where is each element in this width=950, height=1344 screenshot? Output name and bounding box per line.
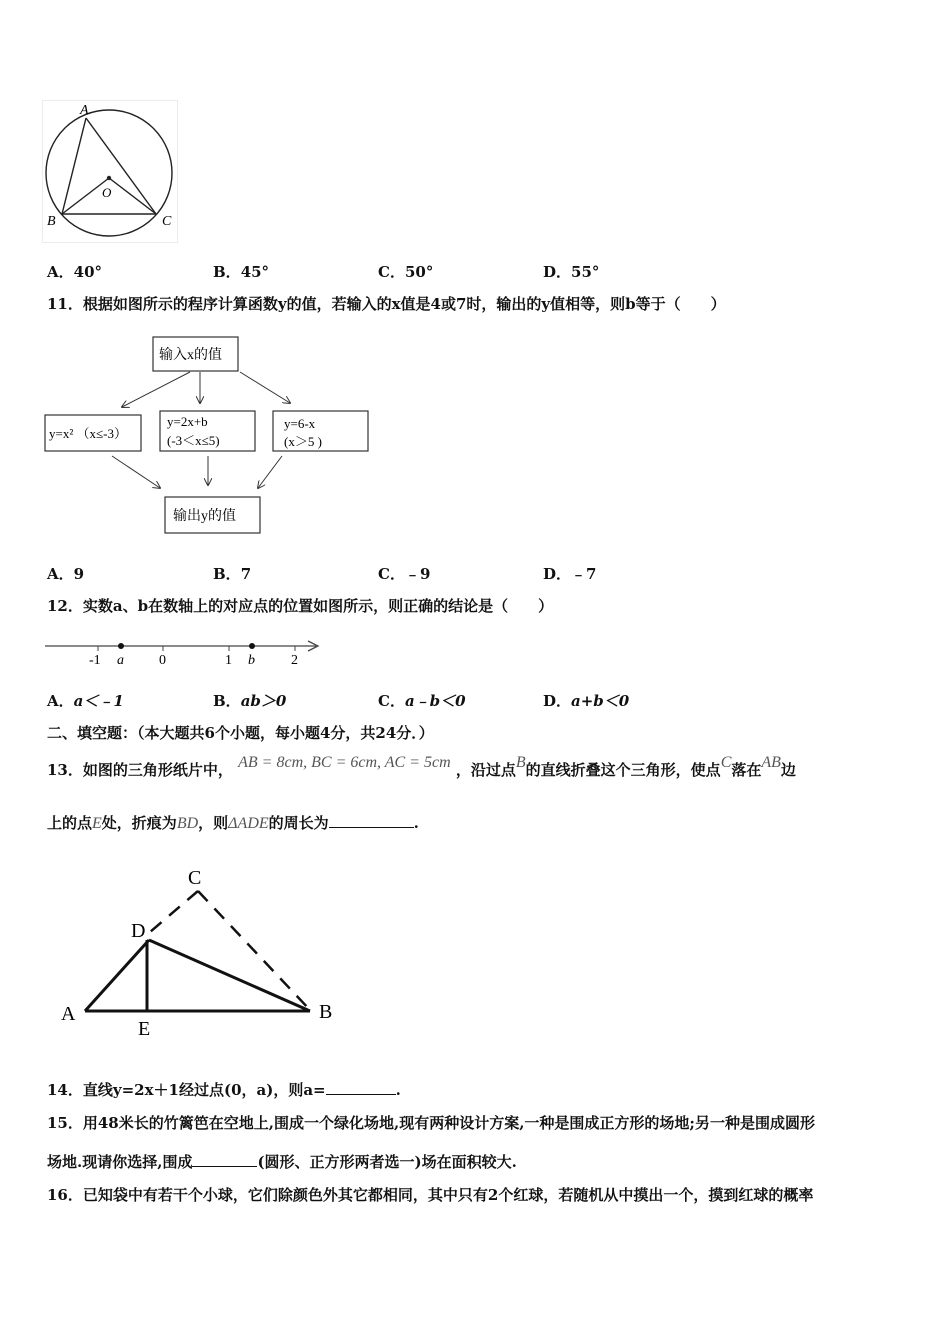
circle-outline xyxy=(46,110,172,236)
q12-number-line xyxy=(42,632,327,670)
q12-stem: 12．实数a、b在数轴上的对应点的位置如图所示，则正确的结论是（ ） xyxy=(47,597,554,615)
label-C: C xyxy=(162,214,172,229)
tri-label-B: B xyxy=(319,1001,333,1023)
flow-middle-line2: (-3＜x≤5) xyxy=(167,433,220,448)
label-B: B xyxy=(47,214,56,229)
tick-neg1: -1 xyxy=(89,653,101,668)
q10-option-b: B．45° xyxy=(213,263,270,281)
q12-option-a: A．a＜﹣1 xyxy=(47,692,124,710)
q10-option-d: D．55° xyxy=(543,263,600,281)
q11-option-c: C．﹣9 xyxy=(378,565,431,583)
label-O: O xyxy=(102,185,112,200)
answer-blank xyxy=(326,1079,396,1095)
flow-right-line2: (x＞5 ) xyxy=(284,434,322,449)
q12-option-c: C．a﹣b＜0 xyxy=(378,692,466,710)
tick-1: 1 xyxy=(225,653,232,668)
flow-middle-line1: y=2x+b xyxy=(167,414,208,429)
q12-option-b: B．ab＞0 xyxy=(213,692,287,710)
q13-line2: 上的点E处，折痕为BD，则ΔADE的周长为 . xyxy=(47,814,419,832)
tick-2: 2 xyxy=(291,653,298,668)
q10-option-c: C．50° xyxy=(378,263,434,281)
label-A: A xyxy=(80,103,89,118)
tri-label-D: D xyxy=(131,920,146,942)
q11-flowchart xyxy=(40,335,380,540)
q11-option-a: A．9 xyxy=(47,565,85,583)
q16-line1: 16．已知袋中有若干个小球，它们除颜色外其它都相同，其中只有2个红球，若随机从中摸出一个，摸到红球的概率 xyxy=(47,1186,814,1204)
flow-input-box: 输入x的值 xyxy=(159,348,222,363)
q11-stem: 11．根据如图所示的程序计算函数y的值，若输入的x值是4或7时，输出的y值相等，则b等于（ ） xyxy=(47,295,726,313)
label-a: a xyxy=(117,653,124,668)
section-heading: 二、填空题：（本大题共6个小题，每小题4分，共24分．） xyxy=(47,724,434,742)
label-b: b xyxy=(248,653,255,668)
flow-left-box: y=x² （x≤-3） xyxy=(49,426,127,441)
q13-line1: 13．如图的三角形纸片中， AB = 8cm, BC = 6cm, AC = 5cm ，沿过点B的直线折叠这个三角形，使点C落在AB边 xyxy=(47,754,796,779)
q12-option-d: D．a+b＜0 xyxy=(543,692,630,710)
tri-label-E: E xyxy=(138,1018,151,1040)
tri-label-C: C xyxy=(188,867,202,889)
q11-option-d: D．﹣7 xyxy=(543,565,597,583)
flow-right-line1: y=6-x xyxy=(284,416,316,431)
flow-output-box: 输出y的值 xyxy=(173,509,236,524)
q13-triangle-figure xyxy=(55,860,355,1040)
q14-text: 14．直线y=2x＋1经过点(0，a)，则a= . xyxy=(47,1081,401,1099)
q10-option-a: A．40° xyxy=(47,263,103,281)
answer-blank xyxy=(329,812,414,828)
q15-line2: 场地.现请你选择,围成 (圆形、正方形两者选一)场在面积较大. xyxy=(47,1153,517,1171)
circle-figure xyxy=(42,100,182,245)
tri-label-A: A xyxy=(61,1003,76,1025)
q15-line1: 15．用48米长的竹篱笆在空地上,围成一个绿化场地,现有两种设计方案,一种是围成正方形的场地;另一种是围成圆形 xyxy=(47,1114,815,1132)
q13-math-lengths: AB = 8cm, BC = 6cm, AC = 5cm xyxy=(238,754,451,771)
q11-option-b: B．7 xyxy=(213,565,252,583)
tick-0: 0 xyxy=(159,653,166,668)
answer-blank xyxy=(192,1151,257,1167)
